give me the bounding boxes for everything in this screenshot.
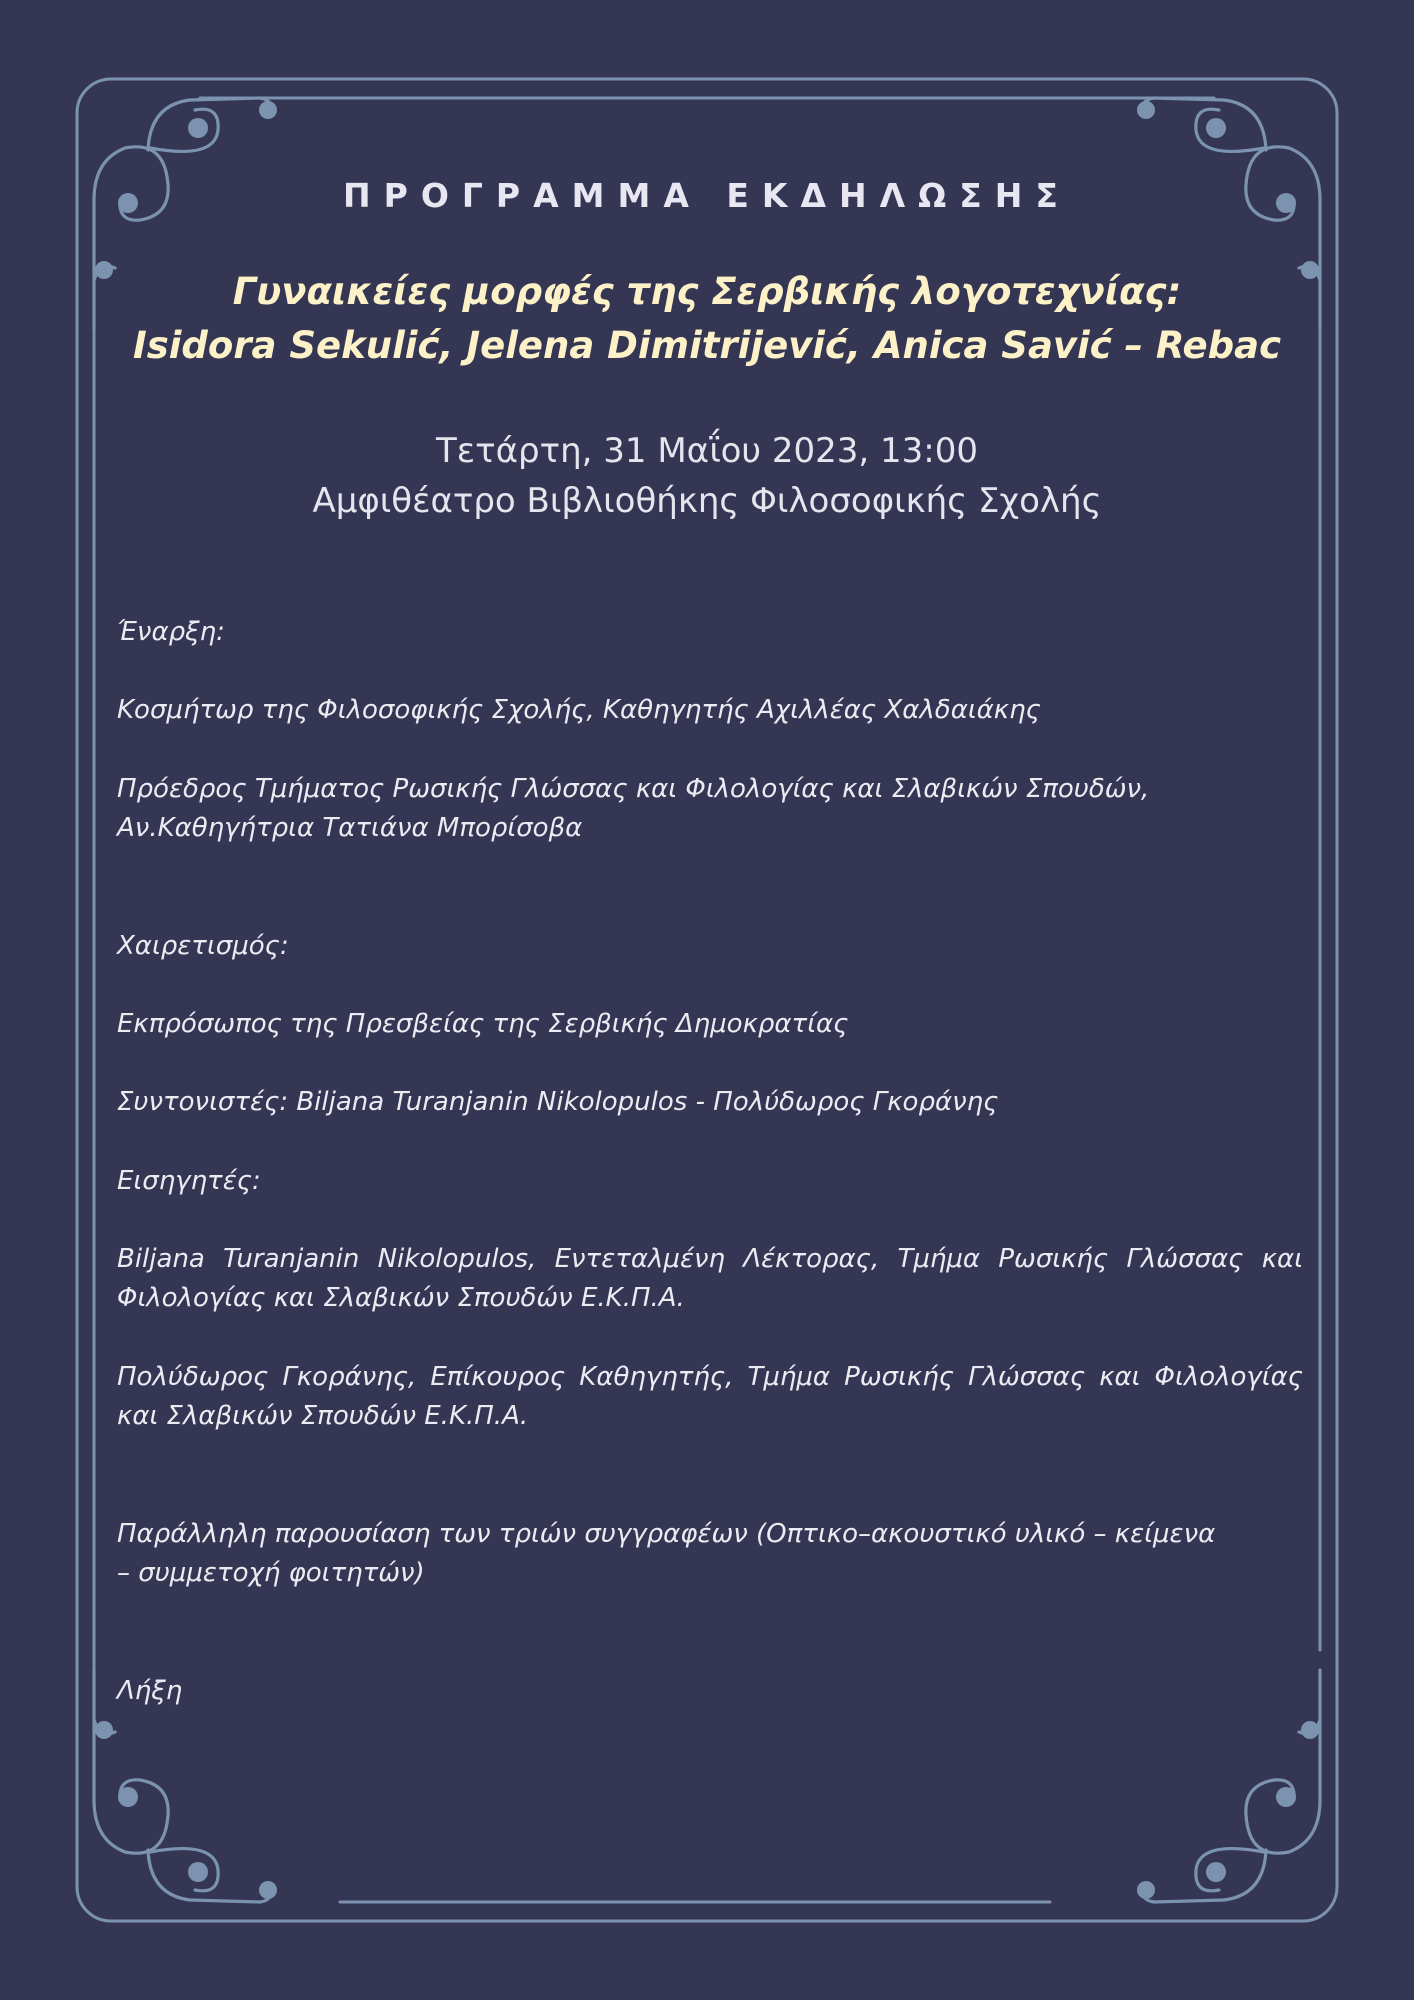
presentation-line1: Παράλληλη παρουσίαση των τριών συγγραφέων (Οπτικο–ακουστικό υλικό – κείμενα <box>117 1519 1216 1549</box>
event-details <box>0 426 1414 526</box>
opening-chair: Πρόεδρος Τμήματος Ρωσικής Γλώσσας και Φιλολογίας και Σλαβικών Σπουδών, Αν.Καθηγήτρια Τατιάνα Μπορίσοβα <box>117 774 1150 843</box>
speakers-label: Εισηγητές: <box>117 1166 261 1196</box>
event-title <box>0 265 1414 373</box>
closing: Λήξη <box>117 1676 183 1706</box>
speaker-1: Biljana Turanjanin Nikolopulos, Εντεταλμένη Λέκτορας, Τμήμα Ρωσικής Γλώσσας και Φιλολογίας και Σλαβικών Σπουδών Ε.Κ.Π.Α. <box>117 1244 1303 1313</box>
presentation-line2: – συμμετοχή φοιτητών) <box>117 1558 425 1588</box>
event-venue: Αμφιθέατρο Βιβλιοθήκης Φιλοσοφικής Σχολής <box>312 481 1102 521</box>
opening-dean: Κοσμήτωρ της Φιλοσοφικής Σχολής, Καθηγητής Αχιλλέας Χαλδαιάκης <box>117 695 1041 725</box>
greeting-embassy: Εκπρόσωπος της Πρεσβείας της Σερβικής Δημοκρατίας <box>117 1009 849 1039</box>
page-heading: ΠΡΟΓΡΑΜΜΑ ΕΚΔΗΛΩΣΗΣ <box>343 176 1071 215</box>
event-title-line2: Isidora Sekulić, Jelena Dimitrijević, Anica Savić – Rebac <box>132 324 1282 367</box>
event-title-line1: Γυναικείες μορφές της Σερβικής λογοτεχνίας: <box>232 270 1182 313</box>
opening-label: Έναρξη: <box>117 617 225 647</box>
speaker-2: Πολύδωρος Γκοράνης, Επίκουρος Καθηγητής, Τμήμα Ρωσικής Γλώσσας και Φιλολογίας και Σλαβικών Σπουδών Ε.Κ.Π.Α. <box>117 1362 1303 1431</box>
greeting-label: Χαιρετισμός: <box>117 931 289 961</box>
coordinators: Συντονιστές: Biljana Turanjanin Nikolopulos - Πολύδωρος Γκοράνης <box>117 1087 999 1117</box>
event-datetime: Τετάρτη, 31 Μαΐου 2023, 13:00 <box>436 431 978 471</box>
